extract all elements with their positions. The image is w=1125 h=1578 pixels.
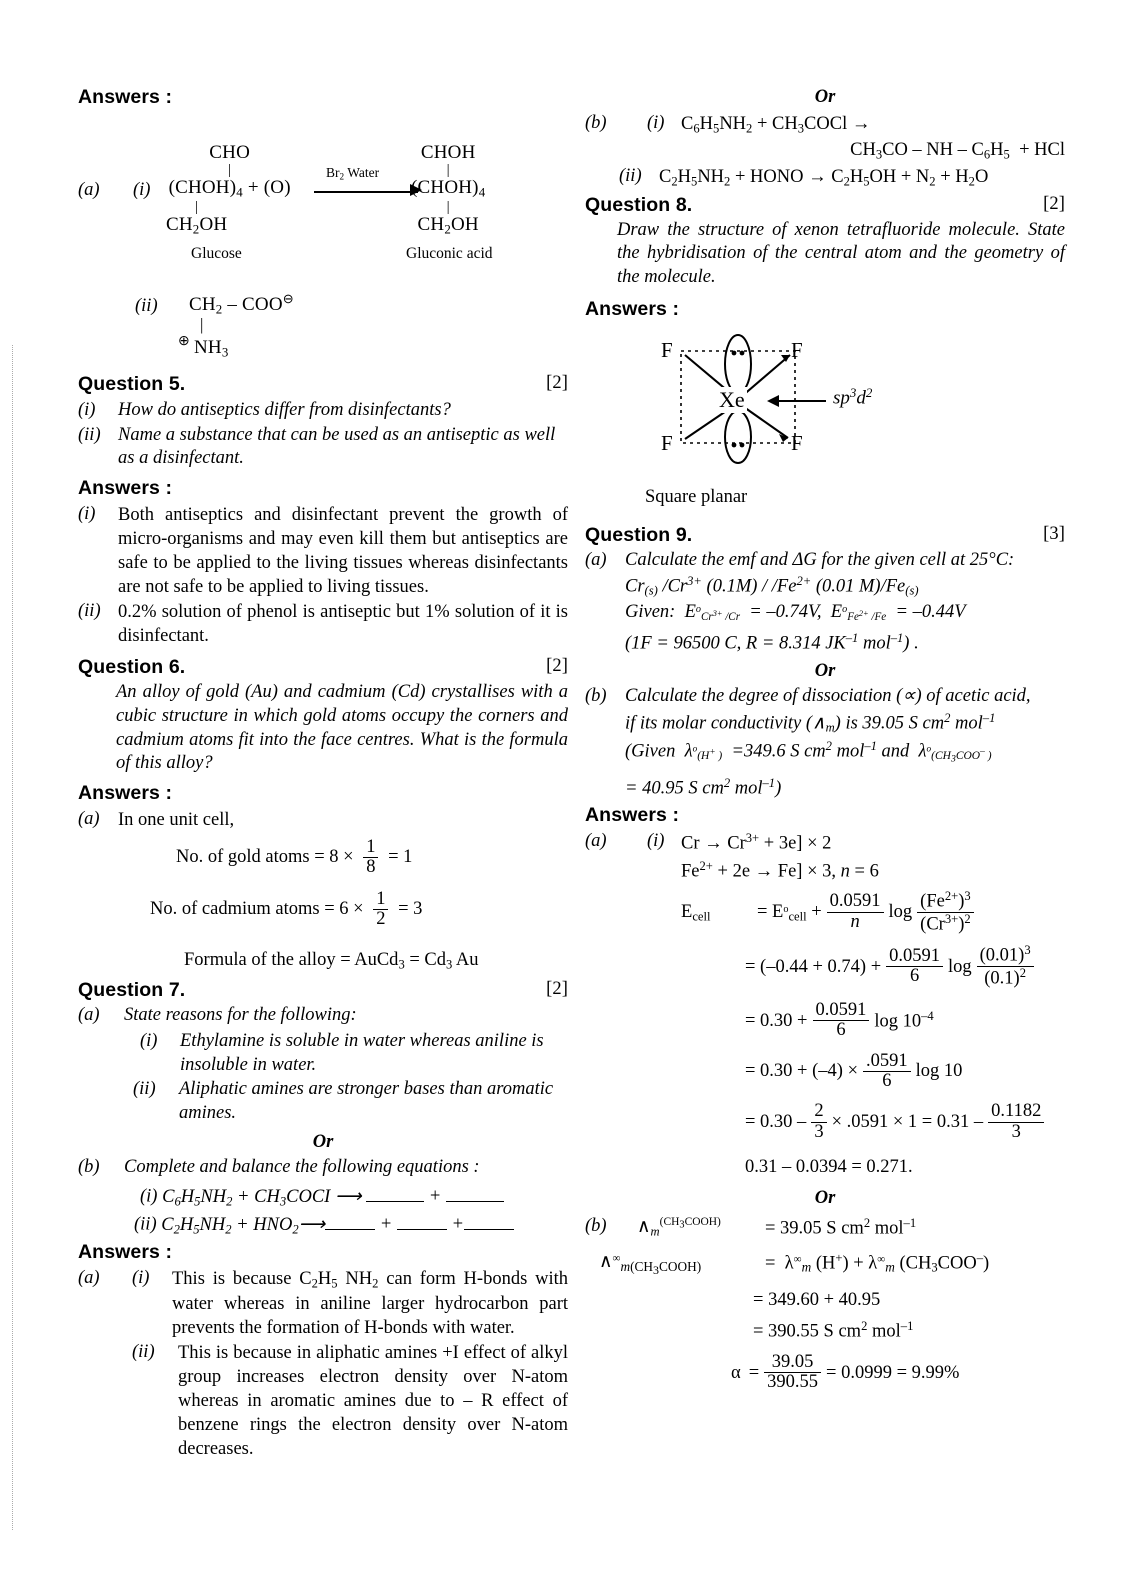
cadmium-label: No. of cadmium atoms [150, 899, 320, 920]
q9-part-a-text: Calculate the emf and ΔG for the given cell at 25°C: [625, 549, 1015, 570]
formula-sub-2: 3 [446, 956, 453, 971]
q5-ans-marker-ii: (ii) [78, 601, 101, 622]
question-6-heading [78, 656, 568, 679]
q9-title: Question 9. [585, 523, 693, 546]
q9-part-b [585, 685, 1065, 709]
nernst-sub-lhs: = (–0.44 + 0.74) + [745, 956, 882, 977]
step4-fraction [863, 1052, 911, 1092]
q6-body: An alloy of gold (Au) and cadmium (Cd) crystallises with a cubic structure in which gold atoms occupy the corners and cadmium atoms fit into the face centres. What is the formula of this alloy? [116, 682, 568, 774]
nernst-log-den: $(Cr^{3+})^2$ [917, 912, 974, 935]
q7-answer-ii [132, 1341, 568, 1461]
q7-part-a-item-i [140, 1030, 568, 1077]
q9b-molar-conductivity-line: if its molar conductivity $(\wedge_m)$ is 39.05 S $cm^2$ mol$^{-1}$ [625, 711, 996, 735]
nernst-sub-log-fraction [977, 944, 1034, 988]
lone-pair-dot-2 [740, 350, 745, 355]
bond-line: | [228, 162, 232, 178]
hybridisation-arrowhead [767, 395, 779, 407]
fluorine-atom-bottom-left: F [661, 430, 673, 455]
q5-text-i: How do antiseptics differ from disinfectants? [118, 400, 451, 420]
q9b-or-separator: Or [814, 1188, 836, 1209]
lone-pair-dot-3 [732, 442, 737, 447]
fluorine-atom-bottom-right: F [791, 430, 803, 455]
alpha-fraction [764, 1353, 821, 1393]
q9-step-5 [745, 1102, 1065, 1142]
log-label-1: log [888, 902, 913, 923]
q7-part-a-item-ii [133, 1078, 568, 1125]
nernst-sub-log-num: $(0.01)^3$ [979, 943, 1031, 966]
q6-title: Question 6. [78, 656, 186, 679]
q7b-eq2-chem: $C_2H_5NH_2$ + $HNO_2⟶$ [161, 1214, 326, 1236]
q9-step-3 [745, 1001, 1065, 1041]
bond-xe-f-top-right [741, 355, 790, 397]
q9-ans-halfreaction-1 [585, 830, 1065, 855]
q9b-given-lambdas: (Given $\lambda^o_{(H^+ )} =349.6$ S $cm^2$ mol$^{-1}$ and $\lambda^o_{(CH_3COO^- )}$ [625, 739, 992, 765]
q6-marks: [2] [546, 656, 568, 677]
q7-ans-text-i: This is because $C_2H_5$ $NH_2$ can form H-bonds with water whereas in aniline larger hydrocarbon part prevents the formation of H-bonds with water. [172, 1269, 568, 1339]
q9b-sum-line: = 349.60 + 40.95 [753, 1290, 881, 1311]
hybridisation-label: $sp^3d^2$ [833, 384, 873, 408]
q7b-eq1-chem: $C_6H_5NH_2$ + $CH_3COCI$ ⟶ [162, 1186, 367, 1208]
q5-text-ii: Name a substance that can be used as an antiseptic as well as a disinfectant. [118, 424, 556, 469]
formula-tail: Au [452, 949, 479, 970]
ecell-label: $E_{cell}$ [681, 901, 711, 924]
step4-den: 6 [863, 1071, 911, 1091]
q6-ans-intro-text: In one unit cell, [118, 809, 235, 830]
question-7-heading [78, 979, 568, 1002]
q5-item-i [78, 399, 568, 423]
step3-num: 0.0591 [815, 999, 867, 1020]
gluconic-acid-label: Gluconic acid [406, 245, 493, 262]
lone-pair-dot-4 [740, 442, 745, 447]
bond-line: | [200, 315, 204, 334]
glucose-middle: $(CHOH)_4 + (O)$ [168, 177, 291, 200]
q9-ans-marker-i: (i) [647, 831, 665, 852]
q9-nernst-substituted [745, 944, 1065, 988]
q7b-blank-5 [464, 1210, 514, 1230]
q7-part-a [78, 1004, 568, 1028]
q6-formula-line [184, 948, 568, 973]
glucose-structure [166, 143, 293, 237]
q7-marker-a: (a) [78, 1005, 100, 1026]
nernst-sub-coefficient [886, 947, 943, 987]
alpha-den: 390.55 [764, 1372, 821, 1392]
q7-part-b-eq-1: (i) $C_6H_5NH_2$ + $CH_3COCI$ ⟶ + [140, 1182, 568, 1209]
step5-fraction-result [988, 1102, 1044, 1142]
q6-answers-heading: Answers : [78, 781, 173, 804]
q7-answers-heading: Answers : [78, 1241, 173, 1264]
formula-mid: = Cd [404, 949, 447, 970]
q5-ans-text-i: Both antiseptics and disinfectant prevent the growth of micro-organisms and may even kill them but antiseptics are safe to be applied to the living tissues whereas disinfectants are not safe to be applied to living tissues. [118, 505, 568, 598]
step5-res-den: 3 [988, 1122, 1044, 1142]
step3-rhs: $\log 10^{-4}$ [874, 1008, 934, 1032]
lone-pair-lobe-top [725, 335, 751, 393]
log-label-2: log [948, 956, 972, 977]
q7-marker-b: (b) [78, 1157, 100, 1178]
cadmium-result: = 3 [398, 899, 423, 920]
nernst-sub-log-den: $(0.1)^2$ [977, 966, 1034, 989]
q8-title: Question 8. [585, 193, 693, 216]
negative-charge-icon: ⊖ [282, 291, 294, 306]
formula-sub-1: 3 [398, 956, 405, 971]
zwitterion-top: $CH_2 - COO^⊖$ [189, 291, 294, 317]
q9b-molar-conductivity-value [585, 1215, 1065, 1240]
lone-pair-dot-1 [732, 350, 737, 355]
positive-charge-icon: ⊕ [178, 334, 190, 349]
q9b-lambda-value: = 40.95 S $cm^2$ mol$^{-1}$) [625, 776, 782, 799]
q7b-blank-4 [397, 1210, 447, 1230]
q7-marks: [2] [546, 979, 568, 1000]
q7-answer-i [78, 1267, 568, 1340]
q5-ans-marker-i: (i) [78, 504, 96, 525]
q7b-answer-eq1-products: $CH_3CO$ – NH – $C_6H_5$ + HCl [850, 140, 1065, 162]
gold-result: = 1 [388, 847, 413, 868]
lone-pair-lobe-bottom [725, 411, 751, 463]
gluconic-top: CHOH [420, 142, 476, 163]
glucose-top: CHO [209, 142, 250, 163]
nernst-log-num: $(Fe^{2+})^3$ [920, 888, 971, 912]
arrow-reagent-label: $Br_2$ Water [326, 165, 380, 182]
cadmium-fraction-denominator: 2 [373, 909, 388, 929]
alpha-num: 39.05 [771, 1351, 814, 1372]
right-column [585, 0, 1065, 1393]
step4-lhs: = 0.30 + (–4) × [745, 1061, 858, 1082]
q9-given-potentials: Given: $E^o_{Cr^{3+} /Cr} = -0.74V$, $E^o_{Fe^{2+} /Fe} = -0.44V$ [625, 602, 966, 624]
nernst-den: n [827, 912, 884, 932]
gold-eq: = 8 × [314, 847, 354, 868]
q5-title: Question 5. [78, 373, 186, 395]
q5-marker-i: (i) [78, 400, 96, 420]
lambda-inf-symbol: $\wedge^\infty_{m(CH_3COOH)}$ [599, 1252, 702, 1277]
glucose-bottom: $CH_2OH$ [166, 214, 228, 237]
q6-cadmium-atoms-line [150, 890, 568, 930]
alpha-equals: = [748, 1362, 760, 1383]
q7-part-a-text: State reasons for the following: [124, 1005, 357, 1026]
q9-part-a [585, 549, 1065, 573]
bond-line: | [446, 199, 450, 216]
q9-halfreaction-oxidation: $Cr \to Cr^{3+} + 3e] \times 2$ [681, 831, 832, 854]
q7b-ans-eq1-chem: $C_6H_5NH_2$ + $CH_3COCl$ → [681, 113, 871, 135]
q5-ans-text-ii: 0.2% solution of phenol is antiseptic but 1% solution of it is disinfectant. [118, 602, 568, 647]
nernst-log-fraction [917, 890, 974, 934]
step3-den: 6 [813, 1020, 870, 1040]
q7-part-b-text: Complete and balance the following equations : [124, 1157, 480, 1178]
marker-a: (a) [78, 180, 100, 200]
step5-den: 3 [811, 1122, 826, 1142]
q5-answer-ii [78, 600, 568, 648]
q7b-answer-eq1 [585, 112, 1065, 137]
zwitterion-diagram [78, 281, 568, 363]
q9-final-emf: 0.31 – 0.0394 = 0.271. [745, 1157, 913, 1178]
q7-ans-marker-a: (a) [78, 1268, 100, 1289]
glucose-label: Glucose [191, 245, 242, 262]
nernst-coefficient-fraction [827, 892, 884, 932]
lambda-m-acetic-symbol: $\wedge_m^{(CH_3COOH)}$ [637, 1215, 721, 1239]
q9-marker-b: (b) [585, 686, 607, 707]
step5-res-num: 0.1182 [991, 1101, 1042, 1122]
q5-answers-heading: Answers : [78, 477, 173, 500]
gold-fraction-numerator: 1 [366, 837, 376, 858]
q9b-limiting-conductivity-equation [599, 1250, 1065, 1278]
q7b-ans-marker-b: (b) [585, 112, 607, 133]
q7b-ans-eq2-chem: $C_2H_5NH_2$ + HONO → $C_2H_5OH + N_2 + H_2O$ [659, 166, 989, 189]
bond-line: | [446, 162, 450, 178]
gold-label: No. of gold atoms [176, 847, 310, 868]
q9b-sum-value: 349.60 + 40.95 [768, 1290, 881, 1311]
q7b-blank-2 [446, 1182, 504, 1202]
q9-or-separator: Or [814, 660, 836, 681]
q7b-answer-eq2 [619, 165, 1065, 190]
cadmium-eq: = 6 × [324, 899, 364, 920]
q5-marks: [2] [546, 373, 568, 393]
step4-rhs: log 10 [915, 1061, 963, 1082]
lambda-inf-rhs: = $\lambda^\infty_m$ $(H^+) + \lambda^\infty_m$ $(CH_3COO^-)$ [765, 1251, 990, 1276]
step3-fraction [813, 1001, 870, 1041]
q9-constants: (1F = 96500 C, R = 8.314 $JK^{-1}$ mol$^{-1}$) . [625, 630, 919, 654]
q5-marker-ii: (ii) [78, 424, 101, 445]
arrow-line [314, 191, 418, 193]
q9-ans-marker-a: (a) [585, 831, 607, 852]
q7b-marker-ii: (ii) [134, 1214, 157, 1235]
q9-step-4 [745, 1052, 1065, 1092]
fluorine-atom-top-left: F [661, 337, 673, 362]
nernst-sub-num: 0.0591 [889, 945, 940, 966]
alpha-result: = 0.0999 = 9.99% [826, 1362, 960, 1383]
q8-body: Draw the structure of xenon tetrafluoride molecule. State the hybridisation of the central atom and the geometry of the molecule. [617, 219, 1065, 287]
q7a-text-ii: Aliphatic amines are stronger bases than aromatic amines. [179, 1079, 554, 1124]
gold-fraction [363, 838, 378, 878]
question-5-heading [78, 373, 568, 396]
q7b-blank-3 [325, 1210, 375, 1230]
question-8-heading [585, 194, 1065, 217]
q9b-alpha-line [731, 1353, 1065, 1393]
q9-part-b-text: Calculate the degree of dissociation (∝) of acetic acid, [625, 686, 1031, 707]
fluorine-atom-top-right: F [791, 337, 803, 362]
q8-marks: [2] [1043, 193, 1065, 214]
q6-ans-marker-a: (a) [78, 808, 100, 829]
q5-item-ii [78, 424, 568, 471]
q7-part-b-eq-2: (ii) $C_2H_5NH_2$ + $HNO_2⟶$ + + [134, 1210, 568, 1237]
q7-ans-marker-i: (i) [132, 1268, 150, 1289]
q8-answers-heading: Answers : [585, 297, 680, 320]
q9-nernst-equation [681, 890, 1065, 934]
step4-num: .0591 [866, 1050, 908, 1071]
zwitterion-bottom: $NH_3$ [194, 337, 229, 360]
gluconic-bottom: $CH_2OH$ [417, 214, 479, 237]
q9b-total-line: = 390.55 S $cm^2$ mol$^{-1}$ [753, 1318, 914, 1341]
answers-heading-q4: Answers : [78, 86, 173, 108]
gold-fraction-denominator: 8 [363, 857, 378, 877]
gluconic-middle: $(CHOH)_4$ [411, 177, 486, 200]
marker-i: (i) [133, 180, 151, 200]
formula-text: Formula of the alloy = AuCd [184, 949, 399, 970]
q9-cell-notation: $Cr_{(s)}$ $/Cr^{3+}$ $(0.1M) / /Fe^{2+}$ (0.01 $M)/Fe_{(s)}$ [625, 574, 919, 598]
q7a-marker-ii: (ii) [133, 1079, 156, 1100]
q7b-blank-1 [366, 1182, 424, 1202]
q7a-text-i: Ethylamine is soluble in water whereas aniline is insoluble in water. [180, 1031, 544, 1075]
q7-or-right: Or [814, 87, 836, 107]
step5-num: 2 [814, 1101, 824, 1122]
cadmium-fraction-numerator: 1 [376, 888, 386, 909]
q7b-ans-marker-ii: (ii) [619, 165, 642, 186]
q6-gold-atoms-line [176, 838, 568, 878]
gluconic-acid-structure [411, 143, 485, 237]
q7a-marker-i: (i) [140, 1031, 158, 1051]
q9-answers-heading: Answers : [585, 804, 680, 827]
left-column [78, 0, 568, 1461]
question-9-heading [585, 524, 1065, 547]
q9-halfreaction-reduction: $Fe^{2+} + 2e \to Fe] \times 3$, n = 6 [681, 858, 879, 881]
q7b-marker-i: (i) [140, 1186, 158, 1207]
scan-edge-artifact [12, 345, 14, 1530]
nernst-num: 0.0591 [829, 891, 881, 912]
geometry-caption: Square planar [645, 486, 748, 507]
q7b-ans-marker-i: (i) [647, 112, 665, 133]
q6-answer-intro [78, 808, 568, 832]
glucose-reaction-diagram [78, 117, 568, 267]
q7-part-b [78, 1156, 568, 1180]
lambda-m-value: = 39.05 S $cm^2$ mol$^{-1}$ [765, 1215, 917, 1239]
alpha-symbol: α [731, 1362, 741, 1383]
q7-title: Question 7. [78, 979, 186, 1002]
q7-ans-text-ii: This is because in aliphatic amines +I effect of alkyl group increases electron density over N-atom whereas in aromatic amines due to – R effect of benzene rings the electron density over N-atom decreases. [178, 1343, 568, 1460]
marker-ii: (ii) [135, 296, 158, 316]
q5-answer-i [78, 503, 568, 599]
q7-or-separator: Or [312, 1131, 334, 1152]
bond-line: | [195, 199, 199, 216]
q9b-marker-b: (b) [585, 1215, 607, 1236]
step3-lhs: = 0.30 + [745, 1010, 808, 1031]
q7-ans-marker-ii: (ii) [132, 1342, 155, 1363]
q9-marker-a: (a) [585, 549, 607, 570]
nernst-rhs: = $E^o_{cell}$ + [757, 901, 822, 924]
step5-mid: × .0591 × 1 = 0.31 – [831, 1112, 984, 1133]
cadmium-fraction [373, 890, 388, 930]
xef4-structure-diagram [643, 331, 903, 481]
xenon-center-atom: Xe [719, 386, 745, 412]
nernst-sub-den: 6 [886, 966, 943, 986]
step5-fraction-two-thirds [811, 1102, 826, 1142]
step5-lhs: = 0.30 – [745, 1112, 807, 1133]
q9-marks: [3] [1043, 523, 1065, 544]
